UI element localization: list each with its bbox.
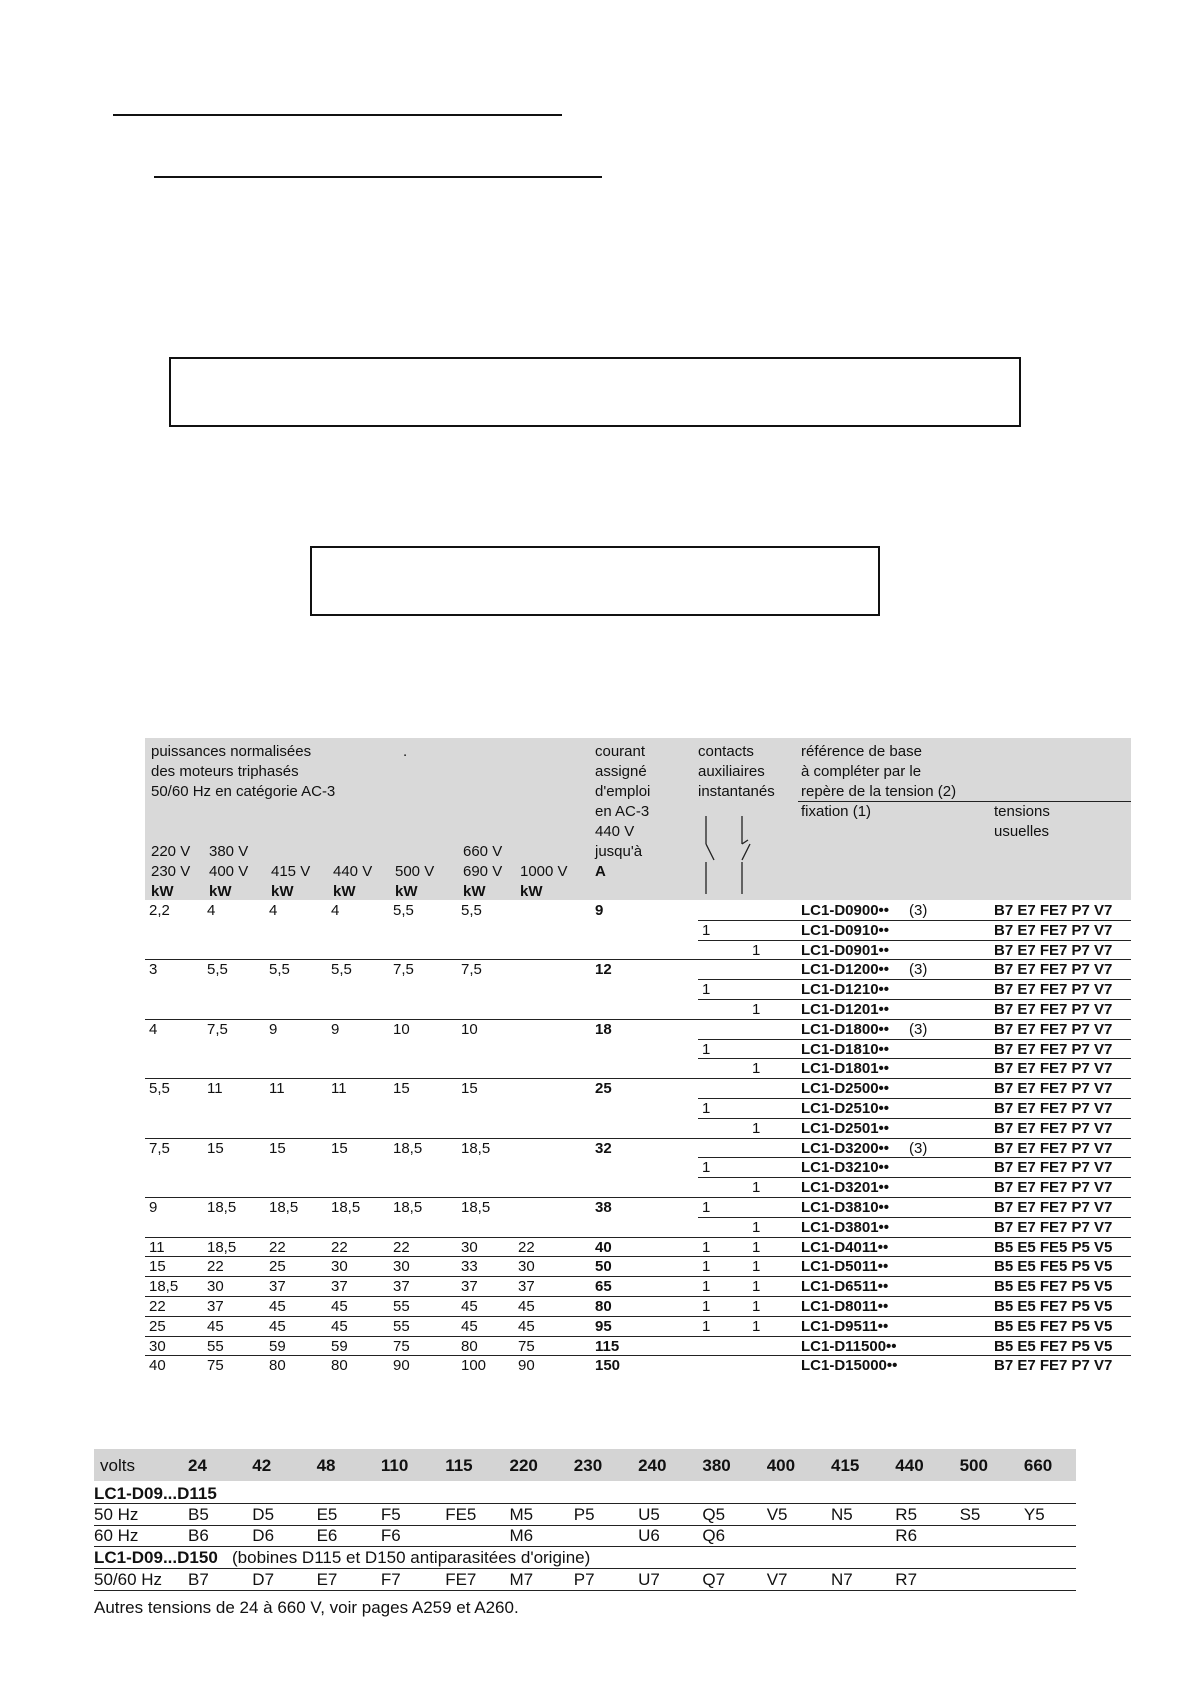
tensions-cell: B7 E7 FE7 P7 V7 xyxy=(994,1199,1113,1216)
reference-note: (3) xyxy=(909,1020,928,1038)
reference-note: (3) xyxy=(909,961,928,979)
current-header-3: d'emploi xyxy=(595,783,651,800)
power-cell: 37 xyxy=(461,1278,478,1296)
footnote: Autres tensions de 24 à 660 V, voir pages A259 et A260. xyxy=(94,1598,519,1617)
voltage-header-line1: 660 V xyxy=(463,843,503,860)
power-cell: 33 xyxy=(461,1258,478,1276)
power-cell: 4 xyxy=(331,902,340,919)
power-cell: 18,5 xyxy=(393,1139,423,1157)
contact-symbols-icon xyxy=(698,810,768,896)
power-cell: 18,5 xyxy=(393,1199,423,1216)
tensions-header-1: tensions xyxy=(994,803,1050,820)
power-cell: 15 xyxy=(207,1139,224,1157)
reference-cell: LC1-D3801•• xyxy=(801,1218,890,1236)
tensions-cell: B7 E7 FE7 P7 V7 xyxy=(994,1139,1113,1157)
current-header-1: courant xyxy=(595,743,646,760)
power-cell: 5,5 xyxy=(269,961,290,979)
header-dot: . xyxy=(403,743,408,760)
current-header-6: jusqu'à xyxy=(595,843,643,860)
tensions-cell: B5 E5 FE7 P5 V5 xyxy=(994,1298,1113,1315)
power-cell: 15 xyxy=(461,1080,478,1098)
row-divider xyxy=(145,1355,1131,1356)
no-contact-cell: 1 xyxy=(752,1179,761,1197)
row-divider xyxy=(145,1336,1131,1337)
power-cell: 4 xyxy=(207,902,216,919)
power-cell: 45 xyxy=(269,1317,286,1335)
power-cell: 18,5 xyxy=(269,1199,299,1216)
nf-contact-cell: 1 xyxy=(702,1159,711,1177)
tensions-cell: B7 E7 FE7 P7 V7 xyxy=(994,1020,1113,1038)
code-60hz: M6 xyxy=(509,1526,534,1545)
voltage-header-line2: 440 V xyxy=(333,863,373,880)
reference-cell: LC1-D8011•• xyxy=(801,1298,889,1315)
volts-label: volts xyxy=(100,1456,135,1475)
code-60hz: D6 xyxy=(252,1526,275,1545)
row-label-5060hz: 50/60 Hz xyxy=(94,1570,163,1589)
code-5060hz: U7 xyxy=(638,1570,660,1589)
volt-value: 240 xyxy=(638,1456,667,1475)
tensions-cell: B5 E5 FE7 P5 V5 xyxy=(994,1278,1113,1296)
voltage-header-unit: kW xyxy=(333,883,356,900)
power-cell: 80 xyxy=(461,1337,478,1355)
code-5060hz: N7 xyxy=(831,1570,853,1589)
code-5060hz: E7 xyxy=(316,1570,338,1589)
nf-contact-cell: 1 xyxy=(702,921,711,939)
power-cell: 25 xyxy=(269,1258,286,1276)
power-cell: 45 xyxy=(331,1298,348,1315)
code-50hz: N5 xyxy=(831,1505,853,1524)
power-cell: 59 xyxy=(331,1337,348,1355)
volt-value: 230 xyxy=(573,1456,603,1475)
power-cell: 15 xyxy=(269,1139,286,1157)
group-divider xyxy=(145,1138,1131,1139)
voltage-header-unit: kW xyxy=(209,883,232,900)
volt-value: 440 xyxy=(895,1456,924,1475)
nf-contact-cell: 1 xyxy=(702,1238,711,1256)
reference-cell: LC1-D15000•• xyxy=(801,1357,898,1375)
power-cell: 80 xyxy=(269,1357,286,1375)
voltage-header-line2: 400 V xyxy=(209,863,249,880)
power-cell: 18,5 xyxy=(461,1139,491,1157)
code-50hz: E5 xyxy=(316,1505,338,1524)
title-underline xyxy=(113,114,562,116)
nf-contact-cell: 1 xyxy=(702,1258,711,1276)
power-cell: 55 xyxy=(393,1317,410,1335)
section2-note: (bobines D115 et D150 antiparasitées d'origine) xyxy=(232,1548,591,1567)
power-cell: 2,2 xyxy=(149,902,170,919)
power-cell: 75 xyxy=(518,1337,535,1355)
power-cell: 45 xyxy=(518,1298,535,1315)
volt-value: 500 xyxy=(959,1456,988,1475)
power-cell: 30 xyxy=(331,1258,348,1276)
code-60hz: R6 xyxy=(895,1526,918,1545)
power-cell: 5,5 xyxy=(331,961,352,979)
power-cell: 45 xyxy=(269,1298,286,1315)
reference-cell: LC1-D3201•• xyxy=(801,1179,890,1197)
power-cell: 15 xyxy=(331,1139,348,1157)
code-50hz: FE5 xyxy=(445,1505,477,1524)
group-divider xyxy=(145,959,1131,960)
tensions-cell: B7 E7 FE7 P7 V7 xyxy=(994,1001,1113,1018)
current-cell: 32 xyxy=(595,1139,612,1157)
nf-contact-cell: 1 xyxy=(702,1100,711,1117)
power-cell: 18,5 xyxy=(149,1278,179,1296)
tensions-cell: B7 E7 FE7 P7 V7 xyxy=(994,941,1113,959)
nf-contact-cell: 1 xyxy=(702,981,711,999)
power-cell: 22 xyxy=(518,1238,535,1256)
current-unit: A xyxy=(595,863,606,880)
power-cell: 11 xyxy=(331,1080,347,1098)
voltage-header-line2: 230 V xyxy=(151,863,191,880)
code-5060hz: M7 xyxy=(509,1570,534,1589)
tensions-cell: B7 E7 FE7 P7 V7 xyxy=(994,1357,1113,1375)
power-cell: 30 xyxy=(207,1278,224,1296)
volt-value: 42 xyxy=(252,1456,272,1475)
row-divider xyxy=(145,1256,1131,1257)
volt-value: 115 xyxy=(445,1456,473,1475)
voltage-header-line2: 500 V xyxy=(395,863,435,880)
table-bottom-rule xyxy=(94,1590,1076,1591)
answer-box-2 xyxy=(310,546,880,616)
tensions-cell: B5 E5 FE7 P5 V5 xyxy=(994,1337,1113,1355)
current-cell: 115 xyxy=(595,1337,620,1355)
power-cell: 30 xyxy=(518,1258,535,1276)
power-cell: 9 xyxy=(269,1020,278,1038)
power-cell: 7,5 xyxy=(207,1020,228,1038)
no-contact-cell: 1 xyxy=(752,1060,761,1078)
current-header-2: assigné xyxy=(595,763,647,780)
code-5060hz: R7 xyxy=(895,1570,918,1589)
voltage-header-unit: kW xyxy=(271,883,294,900)
no-contact-cell: 1 xyxy=(752,1317,761,1335)
power-cell: 75 xyxy=(207,1357,224,1375)
row-label-50hz: 50 Hz xyxy=(94,1505,139,1524)
power-cell: 55 xyxy=(393,1298,410,1315)
power-cell: 11 xyxy=(269,1080,285,1098)
power-cell: 30 xyxy=(393,1258,410,1276)
power-cell: 30 xyxy=(461,1238,478,1256)
code-50hz: R5 xyxy=(895,1505,918,1524)
power-cell: 9 xyxy=(149,1199,158,1216)
voltage-header-line2: 1000 V xyxy=(520,863,568,880)
current-cell: 95 xyxy=(595,1317,612,1335)
no-contact-cell: 1 xyxy=(752,1298,761,1315)
no-contact-cell: 1 xyxy=(752,941,761,959)
power-cell: 75 xyxy=(393,1337,410,1355)
power-cell: 3 xyxy=(149,961,158,979)
power-cell: 18,5 xyxy=(207,1199,237,1216)
volt-value: 48 xyxy=(316,1456,336,1475)
tensions-cell: B7 E7 FE7 P7 V7 xyxy=(994,1040,1113,1058)
code-50hz: F5 xyxy=(380,1505,401,1524)
voltage-header-unit: kW xyxy=(520,883,543,900)
tensions-cell: B5 E5 FE7 P5 V5 xyxy=(994,1317,1113,1335)
code-50hz: B5 xyxy=(188,1505,209,1524)
power-cell: 59 xyxy=(269,1337,286,1355)
nf-contact-cell: 1 xyxy=(702,1278,711,1296)
reference-cell: LC1-D11500•• xyxy=(801,1337,897,1355)
code-50hz: P5 xyxy=(573,1505,595,1524)
power-cell: 18,5 xyxy=(461,1199,491,1216)
power-cell: 4 xyxy=(149,1020,158,1038)
power-cell: 18,5 xyxy=(331,1199,361,1216)
reference-cell: LC1-D3200•• xyxy=(801,1139,890,1157)
reference-cell: LC1-D2501•• xyxy=(801,1119,890,1137)
volt-value: 660 xyxy=(1023,1456,1053,1475)
tensions-cell: B5 E5 FE5 P5 V5 xyxy=(994,1258,1113,1276)
power-cell: 22 xyxy=(269,1238,286,1256)
power-cell: 45 xyxy=(518,1317,535,1335)
voltage-header-line2: 690 V xyxy=(463,863,503,880)
reference-cell: LC1-D3810•• xyxy=(801,1199,890,1216)
code-5060hz: P7 xyxy=(573,1570,595,1589)
tensions-cell: B7 E7 FE7 P7 V7 xyxy=(994,1159,1113,1177)
power-title-2: des moteurs triphasés xyxy=(151,763,299,780)
power-cell: 7,5 xyxy=(461,961,482,979)
code-50hz: M5 xyxy=(509,1505,534,1524)
power-cell: 45 xyxy=(331,1317,348,1335)
group-divider xyxy=(145,1078,1131,1079)
voltage-header-unit: kW xyxy=(151,883,174,900)
reference-header-3: repère de la tension (2) xyxy=(801,783,957,800)
nf-contact-cell: 1 xyxy=(702,1298,711,1315)
power-cell: 40 xyxy=(149,1357,166,1375)
no-contact-cell: 1 xyxy=(752,1001,761,1018)
reference-note: (3) xyxy=(909,1139,928,1157)
tensions-cell: B7 E7 FE7 P7 V7 xyxy=(994,961,1113,979)
code-5060hz: B7 xyxy=(188,1570,209,1589)
power-cell: 45 xyxy=(461,1298,478,1315)
current-cell: 65 xyxy=(595,1278,612,1296)
reference-cell: LC1-D3210•• xyxy=(801,1159,890,1177)
code-50hz: D5 xyxy=(252,1505,275,1524)
current-cell: 150 xyxy=(595,1357,621,1375)
current-cell: 9 xyxy=(595,902,604,919)
power-cell: 22 xyxy=(393,1238,410,1256)
current-cell: 40 xyxy=(595,1238,612,1256)
section1-title: LC1-D09...D115 xyxy=(94,1484,217,1503)
power-cell: 10 xyxy=(393,1020,410,1038)
volt-value: 24 xyxy=(188,1456,207,1475)
code-50hz: V5 xyxy=(766,1505,788,1524)
reference-cell: LC1-D0900•• xyxy=(801,902,890,919)
reference-cell: LC1-D1810•• xyxy=(801,1040,890,1058)
contacts-header-1: contacts xyxy=(698,743,754,760)
reference-header-2: à compléter par le xyxy=(801,763,922,780)
row-rule xyxy=(94,1525,1076,1526)
code-60hz: E6 xyxy=(316,1526,338,1545)
voltage-header-unit: kW xyxy=(463,883,486,900)
row-divider xyxy=(145,1316,1131,1317)
voltage-header-line1: 220 V xyxy=(151,843,191,860)
reference-cell: LC1-D5011•• xyxy=(801,1258,889,1276)
power-cell: 90 xyxy=(518,1357,535,1375)
section2-title: LC1-D09...D150 xyxy=(94,1548,218,1567)
power-cell: 37 xyxy=(393,1278,410,1296)
reference-cell: LC1-D0901•• xyxy=(801,941,890,959)
code-5060hz: F7 xyxy=(380,1570,401,1589)
row-label-60hz: 60 Hz xyxy=(94,1526,139,1545)
no-contact-cell: 1 xyxy=(752,1258,761,1276)
reference-cell: LC1-D0910•• xyxy=(801,921,890,939)
volt-value: 400 xyxy=(766,1456,796,1475)
no-contact-cell: 1 xyxy=(752,1119,761,1137)
reference-cell: LC1-D1210•• xyxy=(801,981,890,999)
power-cell: 22 xyxy=(207,1258,224,1276)
code-60hz: F6 xyxy=(380,1526,401,1545)
current-header-4: en AC-3 xyxy=(595,803,650,820)
power-cell: 15 xyxy=(393,1080,410,1098)
power-cell: 4 xyxy=(269,902,278,919)
no-contact-cell: 1 xyxy=(752,1218,761,1236)
code-50hz: Q5 xyxy=(702,1505,726,1524)
voltage-header-unit: kW xyxy=(395,883,418,900)
reference-cell: LC1-D4011•• xyxy=(801,1238,889,1256)
group-divider xyxy=(145,1237,1131,1238)
voltage-header-line2: 415 V xyxy=(271,863,311,880)
tensions-cell: B7 E7 FE7 P7 V7 xyxy=(994,1119,1113,1137)
code-60hz: Q6 xyxy=(702,1526,726,1545)
power-cell: 10 xyxy=(461,1020,478,1038)
tensions-cell: B7 E7 FE7 P7 V7 xyxy=(994,1100,1113,1117)
tensions-cell: B7 E7 FE7 P7 V7 xyxy=(994,1218,1113,1236)
reference-cell: LC1-D1800•• xyxy=(801,1020,890,1038)
code-5060hz: V7 xyxy=(766,1570,788,1589)
power-cell: 100 xyxy=(461,1357,487,1375)
current-cell: 18 xyxy=(595,1020,612,1038)
power-cell: 11 xyxy=(149,1238,165,1256)
power-cell: 55 xyxy=(207,1337,224,1355)
no-contact-cell: 1 xyxy=(752,1278,761,1296)
power-cell: 22 xyxy=(331,1238,348,1256)
no-contact-cell: 1 xyxy=(752,1238,761,1256)
power-cell: 37 xyxy=(207,1298,224,1315)
power-cell: 5,5 xyxy=(149,1080,170,1098)
code-5060hz: FE7 xyxy=(445,1570,477,1589)
power-cell: 45 xyxy=(461,1317,478,1335)
row-divider xyxy=(145,1296,1131,1297)
code-5060hz: D7 xyxy=(252,1570,275,1589)
power-cell: 5,5 xyxy=(207,961,228,979)
nf-contact-cell: 1 xyxy=(702,1199,711,1216)
reference-cell: LC1-D1201•• xyxy=(801,1001,890,1018)
tensions-header-2: usuelles xyxy=(994,823,1050,840)
code-50hz: Y5 xyxy=(1023,1505,1045,1524)
volt-value: 380 xyxy=(702,1456,731,1475)
code-50hz: S5 xyxy=(959,1505,981,1524)
power-cell: 22 xyxy=(149,1298,166,1315)
power-cell: 37 xyxy=(518,1278,535,1296)
volt-value: 415 xyxy=(831,1456,860,1475)
row-divider xyxy=(145,1276,1131,1277)
power-cell: 5,5 xyxy=(461,902,482,919)
power-cell: 11 xyxy=(207,1080,223,1098)
tensions-cell: B7 E7 FE7 P7 V7 xyxy=(994,921,1113,939)
code-60hz: B6 xyxy=(188,1526,209,1545)
power-cell: 7,5 xyxy=(393,961,414,979)
volt-value: 220 xyxy=(509,1456,538,1475)
reference-cell: LC1-D1200•• xyxy=(801,961,890,979)
tensions-cell: B7 E7 FE7 P7 V7 xyxy=(994,981,1113,999)
current-cell: 25 xyxy=(595,1080,612,1098)
current-cell: 80 xyxy=(595,1298,612,1315)
power-cell: 25 xyxy=(149,1317,166,1335)
power-cell: 15 xyxy=(149,1258,166,1276)
tensions-cell: B7 E7 FE7 P7 V7 xyxy=(994,1060,1113,1078)
power-cell: 18,5 xyxy=(207,1238,237,1256)
power-cell: 7,5 xyxy=(149,1139,170,1157)
nf-contact-cell: 1 xyxy=(702,1317,711,1335)
reference-cell: LC1-D2500•• xyxy=(801,1080,890,1098)
current-cell: 38 xyxy=(595,1199,612,1216)
reference-cell: LC1-D9511•• xyxy=(801,1317,889,1335)
voltage-header-line1: 380 V xyxy=(209,843,249,860)
nf-contact-cell: 1 xyxy=(702,1040,711,1058)
current-cell: 12 xyxy=(595,961,612,979)
answer-box-1 xyxy=(169,357,1021,427)
power-title-3: 50/60 Hz en catégorie AC-3 xyxy=(151,783,336,800)
tensions-cell: B7 E7 FE7 P7 V7 xyxy=(994,902,1113,919)
power-cell: 80 xyxy=(331,1357,348,1375)
group-divider xyxy=(145,1019,1131,1020)
reference-cell: LC1-D2510•• xyxy=(801,1100,890,1117)
volt-value: 110 xyxy=(380,1456,409,1475)
reference-header-1: référence de base xyxy=(801,743,922,760)
code-60hz: U6 xyxy=(638,1526,660,1545)
code-50hz: U5 xyxy=(638,1505,660,1524)
reference-cell: LC1-D1801•• xyxy=(801,1060,890,1078)
current-header-5: 440 V xyxy=(595,823,635,840)
power-cell: 37 xyxy=(269,1278,286,1296)
contacts-header-2: auxiliaires xyxy=(698,763,765,780)
reference-cell: LC1-D6511•• xyxy=(801,1278,889,1296)
contacts-header-3: instantanés xyxy=(698,783,775,800)
tensions-cell: B5 E5 FE5 P5 V5 xyxy=(994,1238,1113,1256)
power-cell: 45 xyxy=(207,1317,224,1335)
power-title-1: puissances normalisées xyxy=(151,743,312,760)
fixation-header: fixation (1) xyxy=(801,803,872,820)
current-cell: 50 xyxy=(595,1258,612,1276)
tensions-cell: B7 E7 FE7 P7 V7 xyxy=(994,1179,1113,1197)
power-cell: 90 xyxy=(393,1357,410,1375)
power-cell: 9 xyxy=(331,1020,340,1038)
power-cell: 5,5 xyxy=(393,902,414,919)
subtitle-underline xyxy=(154,176,602,178)
power-cell: 30 xyxy=(149,1337,166,1355)
code-5060hz: Q7 xyxy=(702,1570,726,1589)
power-cell: 37 xyxy=(331,1278,348,1296)
tensions-cell: B7 E7 FE7 P7 V7 xyxy=(994,1080,1113,1098)
reference-note: (3) xyxy=(909,902,928,919)
